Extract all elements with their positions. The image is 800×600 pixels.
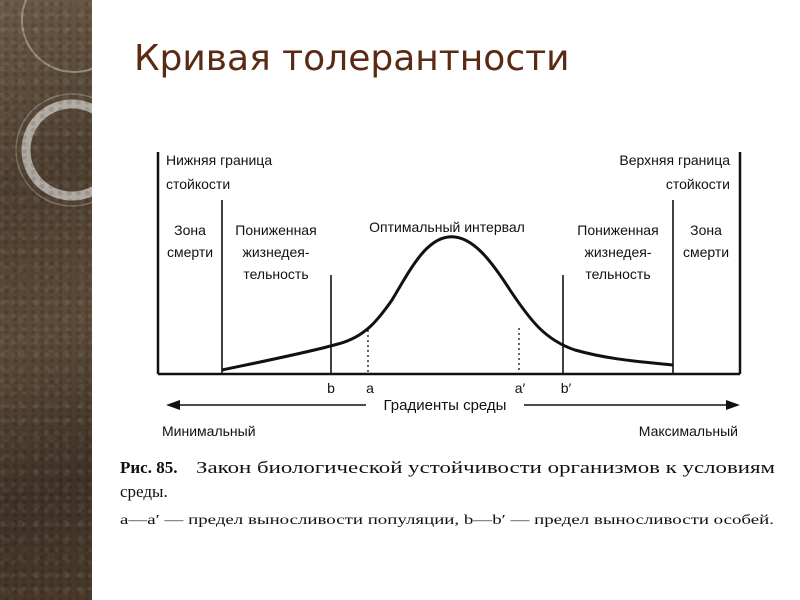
death-zone-right-1: Зона (690, 222, 722, 238)
caption-line-3: a—a′ — предел выносливости популяции, b—b′ — предел выносливости особей. (120, 513, 774, 528)
max-label: Максимальный (638, 423, 738, 439)
reduced-right-3: тельность (585, 266, 651, 282)
marker-a: a (366, 380, 374, 396)
upper-limit-label-2: стойкости (665, 176, 730, 192)
marker-a-prime: a′ (514, 380, 526, 396)
reduced-left-2: жизнедея- (242, 244, 310, 260)
caption-line-1: Закон биологической устойчивости организмов к условиям (196, 458, 776, 477)
lower-limit-label-1: Нижняя граница (166, 152, 273, 168)
death-zone-left-1: Зона (174, 222, 206, 238)
reduced-right-2: жизнедея- (584, 244, 652, 260)
marker-b: b (327, 380, 335, 396)
reduced-right-1: Пониженная (577, 222, 659, 238)
upper-limit-label-1: Верхняя граница (619, 152, 730, 168)
gradient-label: Градиенты среды (383, 397, 507, 414)
marker-b-prime: b′ (560, 380, 572, 396)
arrow-right-icon (726, 400, 740, 410)
reduced-left-3: тельность (243, 266, 309, 282)
slide-title: Кривая толерантности (134, 38, 570, 79)
death-zone-left-2: смерти (166, 244, 214, 260)
caption-line-2: среды. (120, 482, 168, 501)
lower-limit-label-2: стойкости (166, 176, 231, 192)
caption-figure-number: Рис. 85. (120, 458, 178, 477)
min-label: Минимальный (162, 423, 256, 439)
arrow-left-icon (166, 400, 180, 410)
optimum-label: Оптимальный интервал (369, 219, 525, 235)
reduced-left-1: Пониженная (235, 222, 317, 238)
death-zone-right-2: смерти (682, 244, 730, 260)
